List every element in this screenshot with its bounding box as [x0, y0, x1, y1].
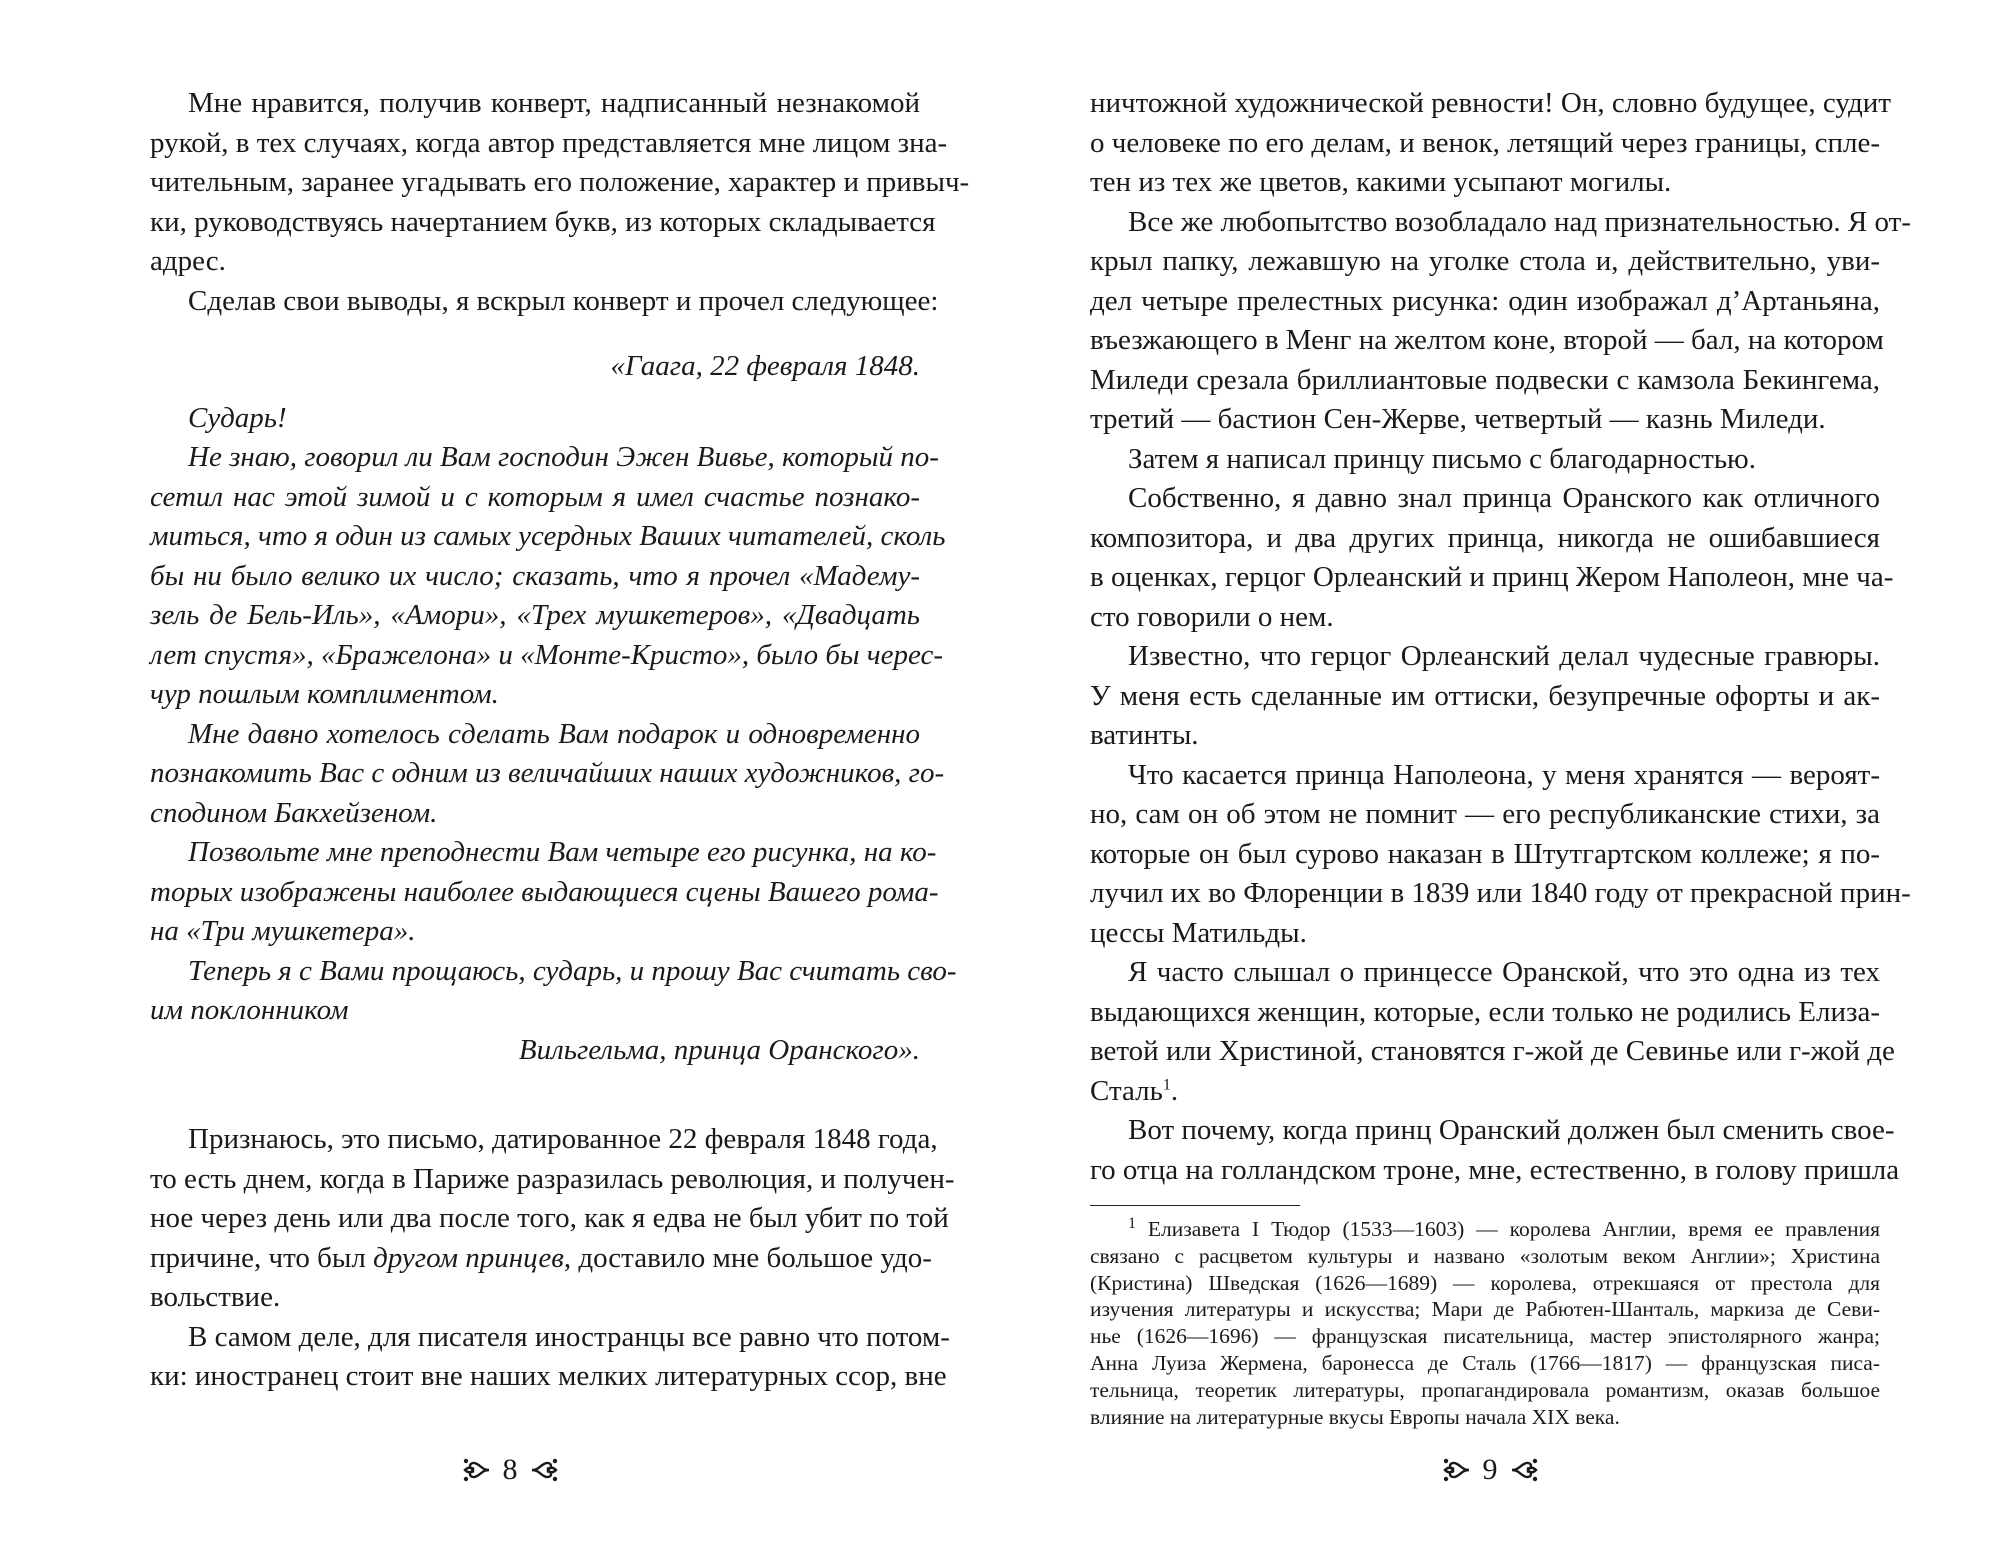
- text-line: лучил их во Флоренции в 1839 или 1840 году от прекрасной прин-: [1090, 877, 1911, 909]
- text-span: Сталь: [1090, 1074, 1163, 1107]
- letter-date: «Гаага, 22 февраля 1848.: [610, 350, 920, 382]
- text-line: цессы Матильды.: [1090, 916, 1307, 949]
- footnote-line: Анна Луиза Жермена, баронесса де Сталь (1766—1817) — французская писа-: [1090, 1350, 1880, 1375]
- text-line: познакомить Вас с одним из величайших наших художников, го-: [150, 757, 945, 789]
- text-line: го отца на голландском троне, мне, естественно, в голову пришла: [1090, 1153, 1900, 1186]
- text-line: выдающихся женщин, которые, если только не родились Елиза-: [1090, 995, 1880, 1028]
- right-page: [1000, 0, 2000, 1556]
- text-line: Я часто слышал о принцессе Оранской, что это одна из тех: [1128, 956, 1880, 988]
- text-span: .: [1170, 1074, 1179, 1107]
- text-line: бы ни было велико их число; сказать, что я прочел «Мадему-: [150, 559, 920, 592]
- text-line: ки, руководствуясь начертанием букв, из которых складывается: [150, 205, 936, 238]
- paragraph: [1090, 440, 1880, 480]
- text-line: У меня есть сделанные им оттиски, безупречные офорты и ак-: [1090, 679, 1880, 712]
- text-line: Вот почему, когда принц Оранский должен был сменить свое-: [1128, 1114, 1895, 1146]
- text-line: сподином Бакхейзеном.: [150, 796, 438, 829]
- text-line: но, сам он об этом не помнит — его республиканские стихи, за: [1090, 798, 1880, 830]
- text-line: миться, что я один из самых усердных Ваших читателей, сколь: [150, 520, 946, 552]
- text-line: Что касается принца Наполеона, у меня хранятся — вероят-: [1128, 758, 1880, 791]
- fleuron-right-icon: [1510, 1455, 1540, 1485]
- footnote-line: тельница, теоретик литературы, пропагандировала романтизм, оказав большое: [1090, 1377, 1880, 1402]
- text-line: Мне нравится, получив конверт, надписанный незнакомой: [188, 87, 920, 119]
- left-text-column: [150, 0, 970, 1397]
- letter-paragraph: [150, 952, 957, 1031]
- text-line: тен из тех же цветов, какими усыпают могилы.: [1090, 166, 1672, 198]
- text-line: чительным, заранее угадывать его положение, характер и привыч-: [150, 166, 970, 198]
- text-line: в оценках, герцог Орлеанский и принц Жером Наполеон, мне ча-: [1090, 561, 1894, 593]
- letter-salutation: Сударь!: [188, 401, 287, 434]
- text-line: В самом деле, для писателя иностранцы все равно что потом-: [188, 1320, 950, 1353]
- letter-signature: Вильгельма, принца Оранского».: [518, 1033, 920, 1066]
- paragraph: [1090, 479, 1894, 637]
- text-line: торых изображены наиболее выдающиеся сцены Вашего рома-: [150, 875, 939, 908]
- text-line: сто говорили о нем.: [1090, 600, 1334, 633]
- text-line: на «Три мушкетера».: [150, 915, 416, 947]
- text-line: вольствие.: [150, 1281, 281, 1313]
- footnote-line: (Кристина) Шведская (1626—1689) — королева, отрекшаяся от престола для: [1090, 1270, 1880, 1295]
- text-line: ки: иностранец стоит вне наших мелких литературных ссор, вне: [150, 1360, 947, 1392]
- letter-paragraph: [150, 715, 945, 834]
- paragraph: [1090, 84, 1891, 203]
- text-line: Признаюсь, это письмо, датированное 22 февраля 1848 года,: [188, 1123, 938, 1155]
- paragraph: [1090, 756, 1911, 954]
- page-number-ornament: [440, 1445, 580, 1495]
- footnote-line: [1090, 1216, 1880, 1243]
- page-number: 9: [1482, 1453, 1498, 1486]
- text-line: Миледи срезала бриллиантовые подвески с камзола Бекингема,: [1090, 363, 1880, 396]
- footnote-line: нье (1626—1696) — французская писательница, мастер эпистолярного жанра;: [1090, 1324, 1880, 1349]
- footnote-line: изучения литературы и искусства; Мари де Рабютен-Шанталь, маркиза де Севи-: [1090, 1297, 1880, 1322]
- text-line: ветой или Христиной, становятся г-жой де Севинье или г-жой де: [1090, 1035, 1895, 1067]
- text-span: , доставило мне большое удо-: [563, 1241, 932, 1274]
- paragraph: [1090, 1111, 1900, 1190]
- footnote-line: влияние на литературные вкусы Европы начала XIX века.: [1090, 1404, 1620, 1429]
- text-line: Не знаю, говорил ли Вам господин Эжен Вивье, который по-: [188, 441, 939, 473]
- text-line: которые он был сурово наказан в Штутгартском коллеже; я по-: [1090, 837, 1880, 870]
- text-line: Все же любопытство возобладало над признательностью. Я от-: [1128, 205, 1911, 238]
- fleuron-left-icon: [461, 1455, 491, 1485]
- text-line: ничтожной художнической ревности! Он, словно будущее, судит: [1090, 87, 1891, 119]
- text-line: Теперь я с Вами прощаюсь, сударь, и прошу Вас считать сво-: [188, 954, 957, 987]
- text-line: ное через день или два после того, как я едва не был убит по той: [150, 1202, 949, 1234]
- paragraph: [1090, 953, 1895, 1111]
- text-line: лет спустя», «Бражелона» и «Монте-Кристо», было бы черес-: [150, 638, 944, 671]
- page-number-ornament: [1420, 1445, 1560, 1495]
- page-number: 8: [502, 1453, 518, 1486]
- paragraph: [150, 1318, 950, 1397]
- paragraph: [1090, 203, 1911, 440]
- text-line: крыл папку, лежавшую на уголке стола и, действительно, уви-: [1090, 245, 1880, 277]
- text-line: о человеке по его делам, и венок, летящий через границы, спле-: [1090, 126, 1880, 159]
- text-line: Сделав свои выводы, я вскрыл конверт и прочел следующее:: [188, 284, 939, 317]
- fleuron-left-icon: [1441, 1455, 1471, 1485]
- footnote-reference: 1: [1162, 1075, 1171, 1093]
- text-line: им поклонником: [150, 994, 349, 1026]
- footnote-divider: [1090, 1205, 1300, 1206]
- paragraph: [150, 282, 939, 322]
- footnote: [1090, 1216, 1880, 1430]
- text-line: въезжающего в Менг на желтом коне, второй — бал, на котором: [1090, 324, 1884, 356]
- text-span: Елизавета I Тюдор (1533—1603) — королева Англии, время ее правления: [1147, 1217, 1880, 1241]
- text-line: ватинты.: [1090, 719, 1199, 751]
- text-line: дел четыре прелестных рисунка: один изображал д’Артаньяна,: [1090, 284, 1880, 317]
- letter-paragraph: [150, 438, 946, 715]
- text-line: третий — бастион Сен-Жерве, четвертый — казнь Миледи.: [1090, 403, 1826, 435]
- footnote-line: связано с расцветом культуры и названо «золотым веком Англии»; Христина: [1090, 1243, 1880, 1268]
- text-span: причине, что был: [150, 1241, 374, 1274]
- text-line: композитора, и два других принца, никогда не ошибавшиеся: [1090, 521, 1880, 554]
- letter-paragraph: [150, 833, 939, 952]
- right-text-column: [1090, 0, 1911, 1430]
- text-line: зель де Бель-Иль», «Амори», «Трех мушкетеров», «Двадцать: [150, 599, 920, 631]
- paragraph: [150, 1120, 955, 1318]
- text-line: Позвольте мне преподнести Вам четыре его рисунка, на ко-: [188, 836, 937, 868]
- text-line: Собственно, я давно знал принца Оранского как отличного: [1128, 482, 1880, 514]
- text-line: Известно, что герцог Орлеанский делал чудесные гравюры.: [1128, 640, 1880, 672]
- text-line: чур пошлым комплиментом.: [150, 678, 499, 710]
- text-line: рукой, в тех случаях, когда автор представляется мне лицом зна-: [150, 126, 948, 159]
- text-line: [150, 1239, 932, 1279]
- fleuron-right-icon: [530, 1455, 560, 1485]
- text-line: Затем я написал принцу письмо с благодарностью.: [1128, 442, 1756, 475]
- text-line: адрес.: [150, 245, 226, 277]
- footnote-marker: 1: [1128, 1214, 1136, 1232]
- text-line: то есть днем, когда в Париже разразилась революция, и получен-: [150, 1162, 955, 1195]
- paragraph: [150, 84, 970, 282]
- emphasis-span: другом принцев: [373, 1241, 564, 1274]
- text-line: сетил нас этой зимой и с которым я имел счастье познако-: [150, 480, 920, 513]
- text-line: Мне давно хотелось сделать Вам подарок и одновременно: [188, 717, 920, 750]
- paragraph: [1090, 637, 1880, 756]
- text-line: [1090, 1072, 1880, 1112]
